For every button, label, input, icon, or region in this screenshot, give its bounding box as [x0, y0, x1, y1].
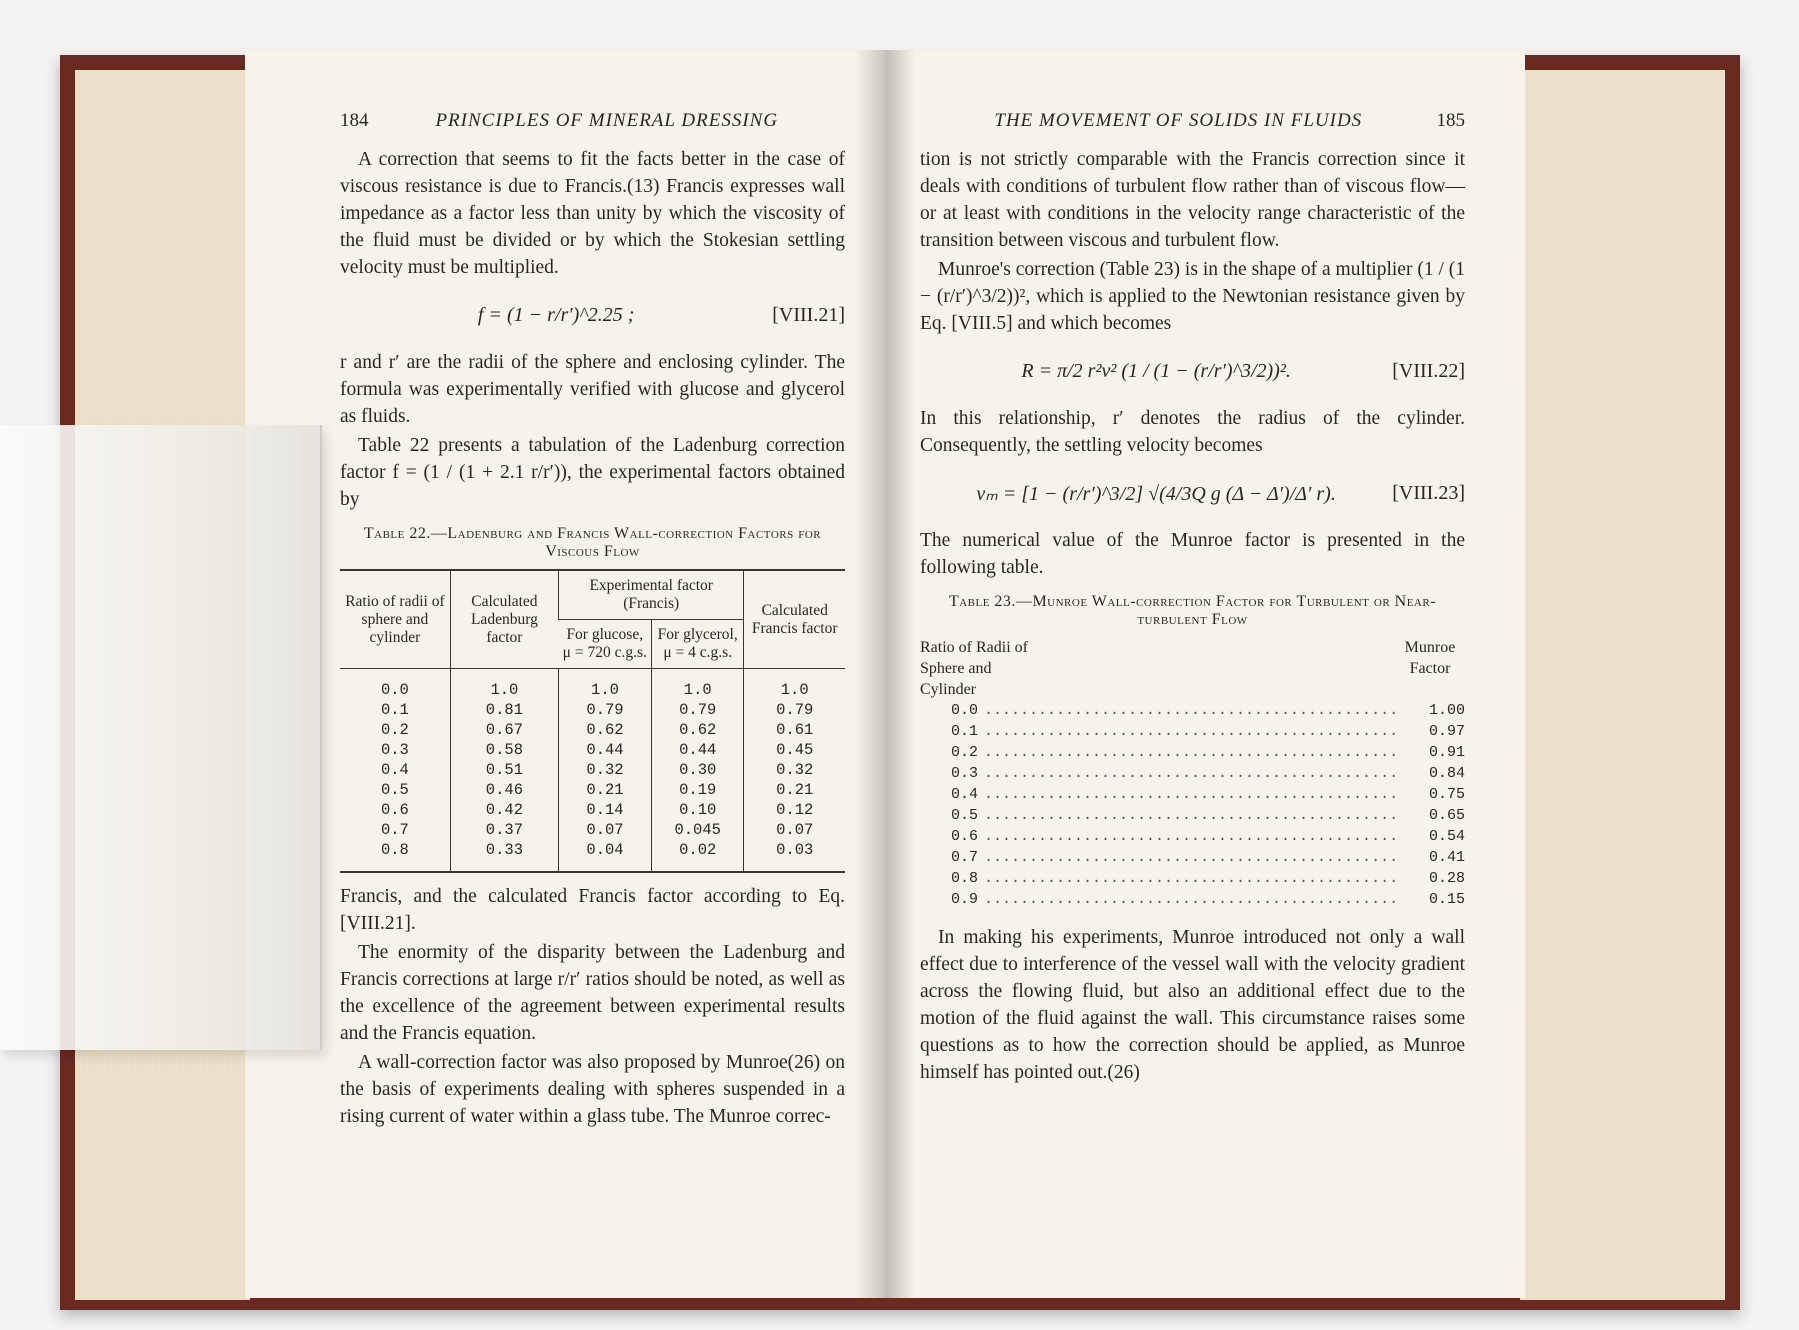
- table-22-header-ladenburg: Calculated Ladenburg factor: [450, 570, 558, 669]
- table-cell: 0.10: [652, 800, 744, 820]
- glass-paperweight: [0, 425, 322, 1050]
- table-cell: 0.45: [744, 740, 845, 760]
- equation-viii-23-expr: vₘ = [1 − (r/r′)^3/2] √(4/3Q g (Δ − Δ′)/Δ′ r).: [976, 482, 1336, 505]
- ratio-value: 0.2: [950, 744, 978, 761]
- book-gutter: [855, 50, 915, 1298]
- left-page: [245, 50, 885, 1298]
- table-23-label: Table 23.: [948, 593, 1016, 610]
- table-23-caption: [920, 593, 1465, 629]
- table-cell: 0.37: [450, 820, 558, 840]
- munroe-factor-value: 0.15: [1428, 891, 1465, 908]
- table-cell: 0.67: [450, 720, 558, 740]
- ratio-value: 0.1: [950, 723, 978, 740]
- equation-viii-21: [340, 293, 845, 337]
- table-cell: 0.61: [744, 720, 845, 740]
- munroe-factor-value: 1.00: [1428, 702, 1465, 719]
- table-cell: 0.07: [559, 820, 652, 840]
- ratio-value: 0.7: [950, 849, 978, 866]
- table-22-body: [340, 669, 845, 873]
- ratio-value: 0.9: [950, 891, 978, 908]
- table-cell: 0.7: [380, 821, 409, 839]
- table-22-label: Table 22.: [363, 525, 431, 542]
- table-cell: 0.12: [744, 800, 845, 820]
- leader-dots: [984, 742, 1399, 763]
- equation-viii-22-expr: R = π/2 r²v² (1 / (1 − (r/r′)^3/2))².: [1021, 359, 1291, 382]
- table-row: [340, 800, 845, 820]
- table-23-header-ratio: Ratio of Radii of Sphere and Cylinder: [920, 639, 1028, 698]
- table-cell: 0.5: [380, 781, 409, 799]
- leader-dots: [984, 700, 1399, 721]
- table-cell: 0.21: [559, 780, 652, 800]
- table-cell: 0.30: [652, 760, 744, 780]
- table-row: [340, 820, 845, 840]
- table-cell: 0.8: [340, 840, 450, 872]
- right-running-title: THE MOVEMENT OF SOLIDS IN FLUIDS: [994, 110, 1363, 131]
- right-para-5: In making his experiments, Munroe introduced not only a wall effect due to interference of the vessel wall with the velocity gradient across the flowing fluid, but also an additional effect due to the motion of the fluid against the wall. This circumstance raises some questions as to how the correction should be applied, as Munroe himself has pointed out.(26): [920, 927, 1465, 1083]
- table-cell: 0.79: [559, 700, 652, 720]
- ratio-value: 0.4: [950, 786, 978, 803]
- table-cell: 0.2: [380, 721, 409, 739]
- table-cell: 1.0: [450, 669, 558, 701]
- left-para-6: A wall-correction factor was also proposed by Munroe(26) on the basis of experiments dealing with spheres suspended in a rising current of water within a glass tube. The Munroe correc-: [340, 1052, 845, 1127]
- right-para-2: Munroe's correction (Table 23) is in the shape of a multiplier (1 / (1 − (r/r′)^3/2))², which is applied to the Newtonian resistance given by Eq. [VIII.5] and which becomes: [920, 259, 1465, 334]
- table-cell: 0.02: [652, 840, 744, 872]
- table-row: [340, 840, 845, 872]
- ratio-value: 0.0: [950, 702, 978, 719]
- table-22-header-experimental: Experimental factor (Francis): [559, 570, 744, 620]
- table-cell: 1.0: [652, 669, 744, 701]
- table-22: [340, 569, 845, 873]
- table-cell: 0.04: [559, 840, 652, 872]
- right-running-head: [920, 110, 1465, 132]
- table-cell: 0.58: [450, 740, 558, 760]
- list-item: [920, 700, 1465, 721]
- leader-dots: [984, 805, 1399, 826]
- equation-viii-22: [920, 349, 1465, 393]
- leader-dots: [984, 763, 1399, 784]
- left-para-2: r and r′ are the radii of the sphere and enclosing cylinder. The formula was experimentally verified with glucose and glycerol as fluids.: [340, 352, 845, 427]
- munroe-factor-value: 0.75: [1428, 786, 1465, 803]
- right-page: [885, 50, 1525, 1298]
- table-cell: 0.44: [559, 740, 652, 760]
- list-item: [920, 763, 1465, 784]
- table-cell: 0.32: [744, 760, 845, 780]
- table-cell: 0.14: [559, 800, 652, 820]
- table-22-header-glycerol: For glycerol, μ = 4 c.g.s.: [652, 620, 744, 669]
- right-para-1: tion is not strictly comparable with the Francis correction since it deals with conditions of turbulent flow rather than of viscous flow—or at least with conditions in the velocity range characteristic of the transition between viscous and turbulent flow.: [920, 149, 1465, 251]
- ratio-value: 0.3: [950, 765, 978, 782]
- list-item: [920, 805, 1465, 826]
- table-row: [340, 669, 845, 701]
- list-item: [920, 721, 1465, 742]
- table-cell: 0.32: [559, 760, 652, 780]
- table-22-header-ratio: Ratio of radii of sphere and cylinder: [340, 570, 450, 669]
- munroe-factor-value: 0.41: [1428, 849, 1465, 866]
- list-item: [920, 784, 1465, 805]
- table-cell: 0.62: [559, 720, 652, 740]
- munroe-factor-value: 0.65: [1428, 807, 1465, 824]
- munroe-factor-value: 0.97: [1428, 723, 1465, 740]
- table-cell: 0.07: [744, 820, 845, 840]
- table-row: [340, 740, 845, 760]
- table-22-header-glucose: For glucose, μ = 720 c.g.s.: [559, 620, 652, 669]
- list-item: [920, 847, 1465, 868]
- table-row: [340, 760, 845, 780]
- table-cell: 0.21: [744, 780, 845, 800]
- left-para-3: Table 22 presents a tabulation of the Ladenburg correction factor f = (1 / (1 + 2.1 r/r′)), the experimental factors obtained by: [340, 435, 845, 510]
- table-23-header-factor: Munroe Factor: [1404, 639, 1456, 677]
- table-cell: 0.1: [380, 701, 409, 719]
- table-23-header: [920, 637, 1465, 700]
- table-22-title: —Ladenburg and Francis Wall-correction Factors for Viscous Flow: [430, 525, 822, 560]
- leader-dots: [984, 847, 1399, 868]
- right-para-4: The numerical value of the Munroe factor is presented in the following table.: [920, 530, 1465, 578]
- table-cell: 0.045: [652, 820, 744, 840]
- right-fore-edge: [1520, 70, 1725, 1300]
- equation-viii-22-label: [VIII.22]: [1392, 359, 1465, 382]
- table-cell: 0.19: [652, 780, 744, 800]
- left-para-4: Francis, and the calculated Francis factor according to Eq. [VIII.21].: [340, 886, 845, 934]
- leader-dots: [984, 826, 1399, 847]
- list-item: [920, 868, 1465, 889]
- table-23-title: —Munroe Wall-correction Factor for Turbulent or Near-turbulent Flow: [1015, 593, 1437, 628]
- table-cell: 0.46: [450, 780, 558, 800]
- table-cell: 0.03: [744, 840, 845, 872]
- equation-viii-23-label: [VIII.23]: [1392, 481, 1465, 504]
- table-row: [340, 780, 845, 800]
- leader-dots: [984, 784, 1399, 805]
- table-cell: 0.3: [380, 741, 409, 759]
- leader-dots: [984, 889, 1399, 910]
- table-23-body: [920, 700, 1465, 910]
- left-running-head: [340, 110, 845, 132]
- list-item: [920, 742, 1465, 763]
- munroe-factor-value: 0.54: [1428, 828, 1465, 845]
- left-page-number: 184: [340, 110, 369, 131]
- table-cell: 0.79: [744, 700, 845, 720]
- left-running-title: PRINCIPLES OF MINERAL DRESSING: [435, 110, 779, 131]
- left-para-5: The enormity of the disparity between the Ladenburg and Francis corrections at large r/r′ ratios should be noted, as well as the excellence of the agreement between experimental results and the Francis equation.: [340, 942, 845, 1044]
- equation-viii-21-label: [VIII.21]: [772, 303, 845, 326]
- table-22-caption: [340, 525, 845, 561]
- table-row: [340, 700, 845, 720]
- list-item: [920, 826, 1465, 847]
- table-cell: 1.0: [559, 669, 652, 701]
- table-cell: 0.79: [652, 700, 744, 720]
- leader-dots: [984, 868, 1399, 889]
- list-item: [920, 889, 1465, 910]
- leader-dots: [984, 721, 1399, 742]
- table-cell: 0.0: [380, 681, 409, 699]
- table-row: [340, 720, 845, 740]
- table-cell: 0.81: [450, 700, 558, 720]
- ratio-value: 0.5: [950, 807, 978, 824]
- equation-viii-21-expr: f = (1 − r/r′)^2.25 ;: [477, 303, 635, 326]
- right-page-number: 185: [1436, 110, 1465, 131]
- ratio-value: 0.6: [950, 828, 978, 845]
- table-cell: 0.33: [450, 840, 558, 872]
- right-para-3: In this relationship, r′ denotes the radius of the cylinder. Consequently, the settling velocity becomes: [920, 408, 1465, 456]
- equation-viii-23: [920, 471, 1465, 515]
- munroe-factor-value: 0.84: [1428, 765, 1465, 782]
- table-cell: 0.4: [380, 761, 409, 779]
- table-cell: 0.51: [450, 760, 558, 780]
- munroe-factor-value: 0.91: [1428, 744, 1465, 761]
- left-para-1: A correction that seems to fit the facts better in the case of viscous resistance is due to Francis.(13) Francis expresses wall impedance as a factor less than unity by which the viscosity of the fluid must be divided or by which the Stokesian settling velocity must be multiplied.: [340, 149, 845, 278]
- table-cell: 1.0: [744, 669, 845, 701]
- table-cell: 0.6: [380, 801, 409, 819]
- ratio-value: 0.8: [950, 870, 978, 887]
- munroe-factor-value: 0.28: [1428, 870, 1465, 887]
- table-cell: 0.44: [652, 740, 744, 760]
- table-22-header-francis: Calculated Francis factor: [744, 570, 845, 669]
- table-cell: 0.62: [652, 720, 744, 740]
- table-cell: 0.42: [450, 800, 558, 820]
